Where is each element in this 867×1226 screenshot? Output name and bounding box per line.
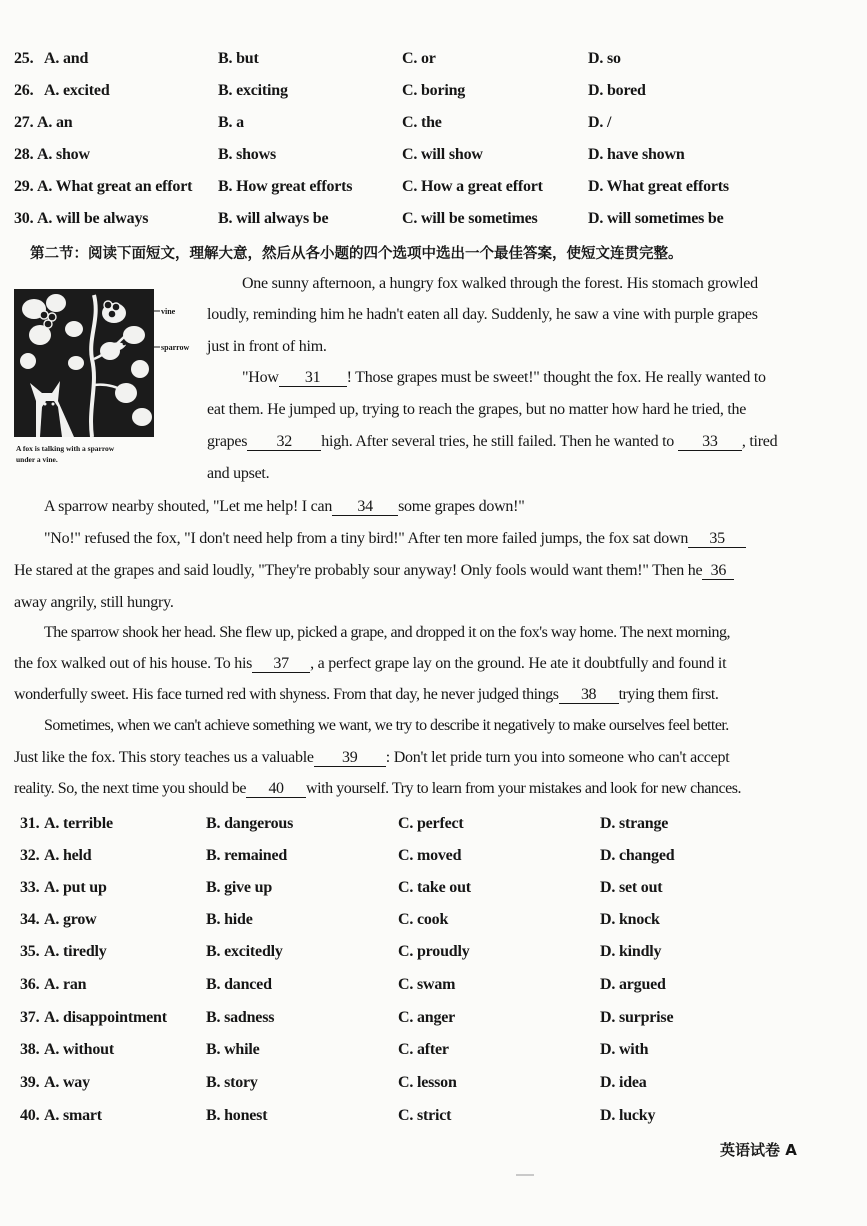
question-number: 35. <box>20 943 40 960</box>
question-number: 30. <box>14 210 34 227</box>
option-b: B. danced <box>206 976 272 993</box>
question-number: 31. <box>20 815 40 832</box>
question-number: 40. <box>20 1107 40 1124</box>
question-row <box>0 976 867 1002</box>
question-row <box>0 114 867 140</box>
option-a: A. ran <box>44 976 87 993</box>
option-d: D. set out <box>600 879 663 896</box>
option-d: D. surprise <box>600 1009 674 1026</box>
option-a: A. without <box>44 1041 115 1058</box>
question-row <box>0 1107 867 1133</box>
passage-line: Sometimes, when we can't achieve something we want, we try to describe it negatively to make ourselves feel better. <box>44 717 729 734</box>
option-d: D. kindly <box>600 943 662 960</box>
option-d: D. so <box>588 50 621 67</box>
illustration <box>14 289 204 469</box>
option-a: A. What great an effort <box>37 178 193 195</box>
question-number: 36. <box>20 976 40 993</box>
option-b: B. remained <box>206 847 288 864</box>
passage-line: loudly, reminding him he hadn't eaten all day. Suddenly, he saw a vine with purple grapes <box>207 306 758 323</box>
option-d: D. idea <box>600 1074 647 1091</box>
option-c: C. boring <box>402 82 466 99</box>
option-d: D. strange <box>600 815 669 832</box>
option-c: C. will be sometimes <box>402 210 538 227</box>
option-a: A. show <box>37 146 90 163</box>
option-b: B. will always be <box>218 210 329 227</box>
section-title: 第二节：阅读下面短文，理解大意，然后从各小题的四个选项中选出一个最佳答案，使短文连贯完整。 <box>30 246 683 262</box>
passage-line <box>44 498 525 516</box>
question-number: 29. <box>14 178 34 195</box>
option-b: B. dangerous <box>206 815 294 832</box>
option-b: B. shows <box>218 146 276 163</box>
option-c: C. or <box>402 50 436 67</box>
passage-line <box>44 530 746 548</box>
question-number: 25. <box>14 50 34 67</box>
passage-line <box>14 749 729 767</box>
blank-35: 35 <box>688 531 746 548</box>
option-c: C. strict <box>398 1107 452 1124</box>
question-row <box>0 847 867 873</box>
option-c: C. lesson <box>398 1074 457 1091</box>
question-number: 26. <box>14 82 34 99</box>
text: "How <box>242 369 279 386</box>
option-a: A. held <box>44 847 92 864</box>
passage-line <box>242 369 766 387</box>
option-d: D. changed <box>600 847 675 864</box>
option-c: C. proudly <box>398 943 470 960</box>
text: reality. So, the next time you should be <box>14 780 247 797</box>
figure-caption-line1: A fox is talking with a sparrow <box>16 444 115 453</box>
option-d: D. lucky <box>600 1107 656 1124</box>
question-row <box>0 50 867 76</box>
text: the fox walked out of his house. To his <box>14 655 253 672</box>
text: ! Those grapes must be sweet!" thought the fox. He really wanted to <box>346 369 766 386</box>
option-b: B. while <box>206 1041 260 1058</box>
blank-34: 34 <box>332 499 398 516</box>
blank-36: 36 <box>702 563 734 580</box>
blank-31: 31 <box>279 370 347 387</box>
option-a: A. an <box>37 114 73 131</box>
text: wonderfully sweet. His face turned red with shyness. From that day, he never judged things <box>14 686 559 703</box>
text: , tired <box>741 433 778 450</box>
question-number: 39. <box>20 1074 40 1091</box>
passage-line: just in front of him. <box>207 338 327 355</box>
option-a: A. grow <box>44 911 97 928</box>
option-b: B. excitedly <box>206 943 283 960</box>
question-row <box>0 911 867 937</box>
scan-mark <box>516 1174 534 1176</box>
text: with yourself. Try to learn from your mistakes and look for new chances. <box>306 780 742 797</box>
option-d: D. / <box>588 114 612 131</box>
question-number: 28. <box>14 146 34 163</box>
option-c: C. anger <box>398 1009 456 1026</box>
text: "No!" refused the fox, "I don't need help from a tiny bird!" After ten more failed jumps, the fox sat down <box>44 530 689 547</box>
option-a: A. disappointment <box>44 1009 167 1026</box>
option-b: B. hide <box>206 911 253 928</box>
passage-line <box>14 562 734 580</box>
option-a: A. and <box>44 50 89 67</box>
option-b: B. a <box>218 114 244 131</box>
page-footer: 英语试卷 A <box>720 1141 797 1159</box>
question-row <box>0 178 867 204</box>
option-b: B. give up <box>206 879 273 896</box>
blank-32: 32 <box>247 434 321 451</box>
question-row <box>0 1074 867 1100</box>
figure-caption-line2: under a vine. <box>16 455 58 464</box>
question-number: 32. <box>20 847 40 864</box>
blank-39: 39 <box>314 750 386 767</box>
passage-line: and upset. <box>207 465 270 482</box>
text: grapes <box>207 433 248 450</box>
option-d: D. with <box>600 1041 649 1058</box>
question-row <box>0 943 867 969</box>
option-b: B. sadness <box>206 1009 275 1026</box>
option-b: B. but <box>218 50 259 67</box>
option-d: D. will sometimes be <box>588 210 724 227</box>
question-row <box>0 210 867 236</box>
question-number: 33. <box>20 879 40 896</box>
question-row <box>0 1041 867 1067</box>
option-a: A. will be always <box>37 210 149 227</box>
question-row <box>0 815 867 841</box>
question-number: 38. <box>20 1041 40 1058</box>
option-a: A. tiredly <box>44 943 107 960</box>
text: trying them first. <box>618 686 719 703</box>
text: some grapes down!" <box>398 498 525 515</box>
blank-38: 38 <box>559 687 619 704</box>
blank-40: 40 <box>246 781 306 798</box>
text: He stared at the grapes and said loudly, "They're probably sour anyway! Only fools would want them!" Then he <box>14 562 703 579</box>
option-c: C. How a great effort <box>402 178 543 195</box>
passage-line: away angrily, still hungry. <box>14 594 174 611</box>
option-d: D. bored <box>588 82 646 99</box>
question-number: 27. <box>14 114 34 131</box>
passage-line <box>14 686 718 704</box>
question-row <box>0 879 867 905</box>
option-d: D. argued <box>600 976 666 993</box>
blank-37: 37 <box>252 656 310 673</box>
vine-label: vine <box>161 307 176 316</box>
passage-line: One sunny afternoon, a hungry fox walked through the forest. His stomach growled <box>242 275 758 292</box>
question-number: 34. <box>20 911 40 928</box>
text: Just like the fox. This story teaches us a valuable <box>14 749 314 766</box>
option-c: C. after <box>398 1041 449 1058</box>
passage-line: eat them. He jumped up, trying to reach the grapes, but no matter how hard he tried, the <box>207 401 747 418</box>
text: A sparrow nearby shouted, "Let me help! I can <box>44 498 333 515</box>
passage-line <box>207 433 777 451</box>
option-b: B. exciting <box>218 82 288 99</box>
option-c: C. will show <box>402 146 483 163</box>
option-b: B. How great efforts <box>218 178 353 195</box>
option-c: C. cook <box>398 911 449 928</box>
option-a: A. put up <box>44 879 107 896</box>
option-d: D. What great efforts <box>588 178 729 195</box>
passage-line <box>14 655 726 673</box>
option-a: A. terrible <box>44 815 113 832</box>
option-c: C. the <box>402 114 442 131</box>
question-row <box>0 146 867 172</box>
option-a: A. excited <box>44 82 110 99</box>
option-c: C. perfect <box>398 815 464 832</box>
option-a: A. smart <box>44 1107 102 1124</box>
blank-33: 33 <box>678 434 742 451</box>
text: , a perfect grape lay on the ground. He ate it doubtfully and found it <box>310 655 727 672</box>
option-a: A. way <box>44 1074 90 1091</box>
text: : Don't let pride turn you into someone who can't accept <box>385 749 730 766</box>
option-b: B. honest <box>206 1107 268 1124</box>
option-b: B. story <box>206 1074 258 1091</box>
option-c: C. take out <box>398 879 471 896</box>
question-row <box>0 1009 867 1035</box>
question-row <box>0 82 867 108</box>
passage-line: The sparrow shook her head. She flew up, picked a grape, and dropped it on the fox's way home. The next morning, <box>44 624 730 641</box>
option-d: D. have shown <box>588 146 685 163</box>
option-c: C. moved <box>398 847 462 864</box>
fox-sparrow-vine-illustration <box>14 289 204 469</box>
text: high. After several tries, he still failed. Then he wanted to <box>321 433 675 450</box>
question-number: 37. <box>20 1009 40 1026</box>
sparrow-label: sparrow <box>161 343 190 352</box>
passage-line <box>14 780 741 798</box>
option-c: C. swam <box>398 976 456 993</box>
option-d: D. knock <box>600 911 660 928</box>
